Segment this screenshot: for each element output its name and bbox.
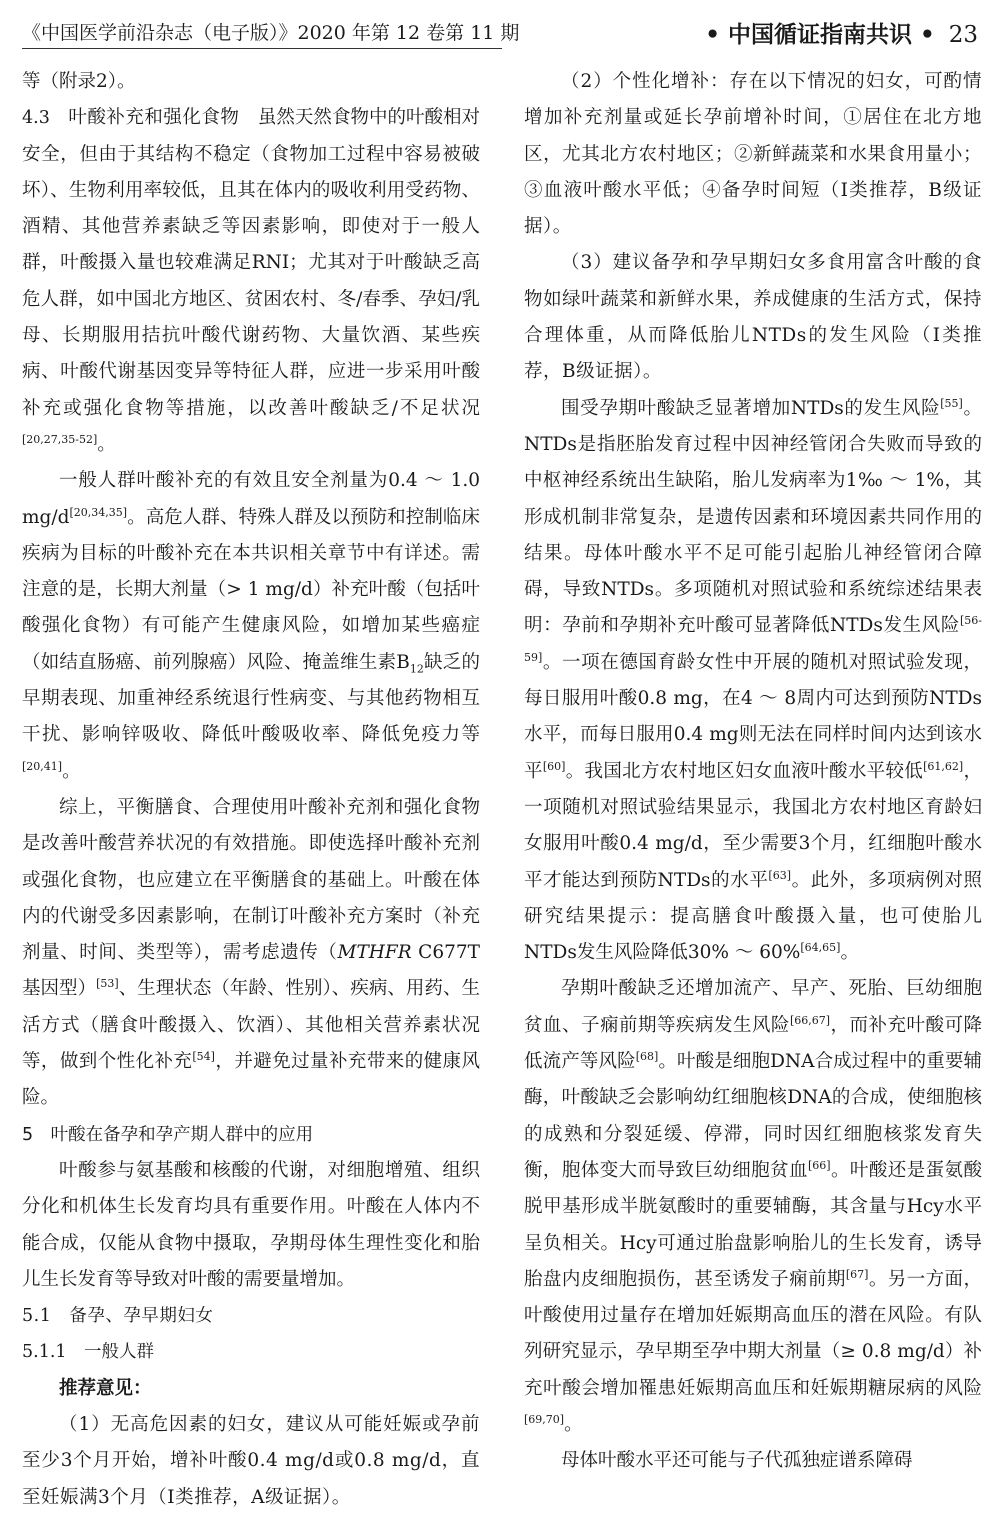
recommendation-1: （1）无高危因素的妇女，建议从可能妊娠或孕前至少3个月开始，增补叶酸0.4 mg/d或0.8 mg/d，直至妊娠满3个月（Ⅰ类推荐，A级证据）。: [22, 1413, 480, 1508]
citation: [63]: [768, 868, 792, 882]
right-column: [524, 64, 982, 1480]
paragraph-text: ，一项随机对照试验结果显示，我国北方农村地区育龄妇女服用叶酸0.4 mg/d，至少需要3个月，红细胞叶酸水平才能达到预防NTDs的水平: [524, 760, 982, 891]
paragraph-text: 综上，平衡膳食、合理使用叶酸补充剂和强化食物是改善叶酸营养状况的有效措施。即使选择叶酸补充剂或强化食物，也应建立在平衡膳食的基础上。叶酸在体内的代谢受多因素影响，在制订叶酸补充方案时（补充剂量、时间、类型等），需考虑遗传（: [22, 796, 480, 964]
paragraph-text: 。: [97, 433, 116, 455]
citation: [67]: [845, 1267, 869, 1281]
paragraph-ntds: [524, 391, 982, 972]
citation: [56-59]: [524, 614, 982, 664]
paragraph-summary: [22, 790, 480, 1117]
citation: [60]: [542, 759, 566, 773]
citation: [66]: [807, 1158, 831, 1172]
paragraph-text: 。此外，多项病例对照研究结果提示：提高膳食叶酸摄入量，也可使胎儿NTDs发生风险降低30% ～ 60%: [524, 869, 982, 964]
paragraph-pregnancy-risk: [524, 971, 982, 1443]
citation: [69,70]: [524, 1412, 565, 1426]
paragraph-text: ，而补充叶酸可降低流产等风险: [524, 1014, 982, 1073]
citation: [61,62]: [923, 759, 964, 773]
paragraph-dose: [22, 463, 480, 790]
subscript: 12: [409, 662, 424, 676]
paragraph-text: 。: [62, 760, 81, 782]
recommendation-label: 推荐意见：: [59, 1377, 152, 1399]
paragraph-text: 一般人群叶酸补充的有效且安全剂量为0.4 ～ 1.0 mg/d: [22, 470, 480, 528]
page-number: 23: [948, 22, 978, 48]
paragraph-text: 、生理状态（年龄、性别）、疾病、用药、生活方式（膳食叶酸摄入、饮酒）、其他相关营养素状况等，做到个性化补充: [22, 978, 480, 1073]
recommendation-3: （3）建议备孕和孕早期妇女多食用富含叶酸的食物如绿叶蔬菜和新鲜水果，养成健康的生活方式，保持合理体重，从而降低胎儿NTDs的发生风险（Ⅰ类推荐，B级证据）。: [524, 252, 982, 383]
section-name: • 中国循证指南共识 •: [705, 22, 935, 48]
paragraph-text: 虽然天然食物中的叶酸相对安全，但由于其结构不稳定（食物加工过程中容易被破坏）、生物利用率较低，且其在体内的吸收利用受药物、酒精、其他营养素缺乏等因素影响，即使对于一般人群，叶酸摄入量也较难满足RNI；尤其对于叶酸缺乏高危人群，如中国北方地区、贫困农村、冬/春季、孕妇/乳母、长期服用拮抗叶酸代谢药物、大量饮酒、某些疾病、叶酸代谢基因变异等特征人群，应进一步采用叶酸补充或强化食物等措施，以改善叶酸缺乏/不足状况: [22, 107, 480, 419]
paragraph-text: 。叶酸是细胞DNA合成过程中的重要辅酶，叶酸缺乏会影响幼红细胞核DNA的合成，使细胞核的成熟和分裂延缓、停滞，同时因红细胞核浆发育失衡，胞体变大而导致巨幼细胞贫血: [524, 1051, 982, 1181]
paragraph-text: 。高危人群、特殊人群及以预防和控制临床疾病为目标的叶酸补充在本共识相关章节中有详述。需注意的是，长期大剂量（> 1 mg/d）补充叶酸（包括叶酸强化食物）有可能产生健康风险，如增加某些癌症（如结直肠癌、前列腺癌）风险、掩盖维生素B: [22, 506, 480, 673]
citation: [54]: [192, 1049, 215, 1063]
paragraph-text: 围受孕期叶酸缺乏显著增加NTDs的发生风险: [561, 397, 941, 419]
citation: [66,67]: [789, 1013, 831, 1027]
left-column: [22, 64, 480, 1516]
paragraph-text: C677T基因型）: [22, 942, 480, 1000]
paragraph-appendix: 等（附录2）。: [22, 71, 136, 92]
citation: [20,41]: [22, 759, 63, 773]
section-4-3-title: 叶酸补充和强化食物: [68, 107, 240, 129]
section-label: [705, 16, 978, 49]
paragraph-text: 。: [564, 1413, 583, 1435]
paragraph-folic-supplement: [22, 100, 480, 463]
paragraph-text: 孕期叶酸缺乏还增加流产、早产、死胎、巨幼细胞贫血、子痫前期等疾病发生风险: [524, 978, 982, 1036]
section-5-heading: 5 叶酸在备孕和孕产期人群中的应用: [22, 1124, 314, 1145]
paragraph-text: 。叶酸还是蛋氨酸脱甲基形成半胱氨酸时的重要辅酶，其含量与Hcy水平呈负相关。Hcy可通过胎盘影响胎儿的生长发育，诱导胎盘内皮细胞损伤，甚至诱发子痫前期: [524, 1159, 982, 1290]
paragraph-text: 。一项在德国育龄女性中开展的随机对照试验发现，每日服用叶酸0.8 mg，在4 ～ 8周内可达到预防NTDs水平，而每日服用0.4 mg则无法在同样时间内达到该水平: [524, 651, 982, 782]
gene-name: MTHFR: [337, 942, 412, 964]
section-5-1-1-heading: 5.1.1 一般人群: [22, 1342, 155, 1363]
citation: [53]: [96, 977, 119, 991]
section-5-1-heading: 5.1 备孕、孕早期妇女: [22, 1306, 214, 1327]
paragraph-section-5: 叶酸参与氨基酸和核酸的代谢，对细胞增殖、组织分化和机体生长发育均具有重要作用。叶酸在人体内不能合成，仅能从食物中摄取，孕期母体生理性变化和胎儿生长发育等导致对叶酸的需要量增加。: [22, 1159, 480, 1290]
paragraph-text: 。: [840, 942, 859, 964]
paragraph-text: 。NTDs是指胚胎发育过程中因神经管闭合失败而导致的中枢神经系统出生缺陷，胎儿发病率为1‰ ～ 1%，其形成机制非常复杂，是遗传因素和环境因素共同作用的结果。母体叶酸水平不足可能引起胎儿神经管闭合障碍，导致NTDs。多项随机对照试验和系统综述结果表明：孕前和孕期补充叶酸可显著降低NTDs发生风险: [524, 397, 982, 637]
recommendation-2: （2）个性化增补：存在以下情况的妇女，可酌情增加补充剂量或延长孕前增补时间，①居住在北方地区，尤其北方农村地区；②新鲜蔬菜和水果食用量小；③血液叶酸水平低；④备孕时间短（Ⅰ类推荐，B级证据）。: [524, 71, 982, 238]
paragraph-text: 缺乏的早期表现、加重神经系统退行性病变、与其他药物相互干扰、影响锌吸收、降低叶酸吸收率、降低免疫力等: [22, 651, 480, 746]
paragraph-text: ，并避免过量补充带来的健康风险。: [22, 1051, 480, 1109]
citation: [20,34,35]: [69, 505, 128, 519]
section-4-3-number: 4.3: [22, 108, 50, 129]
citation: [20,27,35-52]: [22, 432, 98, 446]
paragraph-autism: 母体叶酸水平还可能与子代孤独症谱系障碍: [561, 1450, 913, 1472]
paragraph-text: 。我国北方农村地区妇女血液叶酸水平较低: [565, 760, 924, 782]
header-rule: [22, 48, 502, 49]
page-header: [22, 14, 978, 48]
citation: [55]: [940, 396, 963, 410]
paragraph-text: 。另一方面，叶酸使用过量存在增加妊娠期高血压的潜在风险。有队列研究显示，孕早期至孕中期大剂量（≥ 0.8 mg/d）补充叶酸会增加罹患妊娠期高血压和妊娠期糖尿病的风险: [524, 1268, 982, 1399]
journal-title: 《中国医学前沿杂志（电子版）》2020 年第 12 卷第 11 期: [22, 22, 520, 44]
citation: [68]: [635, 1049, 659, 1063]
citation: [64,65]: [800, 940, 841, 954]
